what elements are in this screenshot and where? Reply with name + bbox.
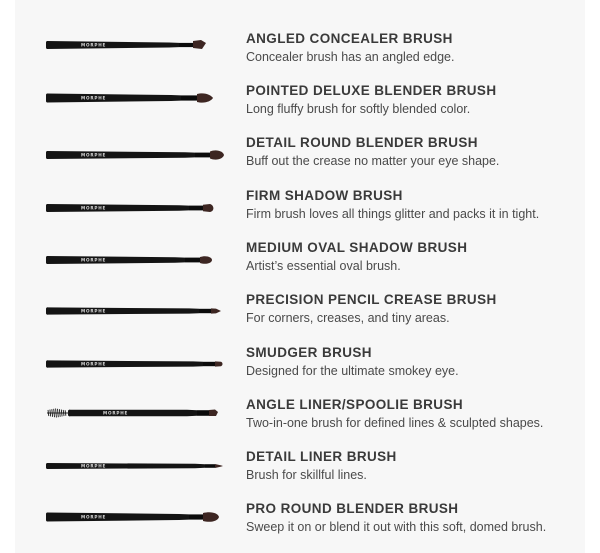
- brush-ferrule: [199, 309, 211, 313]
- brush-ferrule: [181, 95, 197, 100]
- brush-description: Artist’s essential oval brush.: [246, 259, 401, 273]
- brush-brand-label: MORPHE: [81, 95, 107, 101]
- brush-bristles: [215, 464, 223, 468]
- brush-end-cap: [46, 360, 49, 367]
- brush-brand-label: MORPHE: [81, 361, 107, 367]
- brush-brand-label: MORPHE: [81, 514, 107, 520]
- brush-description: Concealer brush has an angled edge.: [246, 50, 455, 64]
- brush-end-cap: [46, 151, 49, 159]
- brush-row: [15, 188, 585, 240]
- brush-title: FIRM SHADOW BRUSH: [246, 188, 403, 203]
- brush-bristles: [210, 150, 224, 159]
- brush-description: Long fluffy brush for softly blended color.: [246, 102, 471, 116]
- brush-description: Buff out the crease no matter your eye shape.: [246, 154, 500, 168]
- brush-bristles: [197, 93, 213, 102]
- brush-ferrule: [179, 43, 193, 47]
- spoolie-head: [47, 409, 69, 418]
- brush-bristles: [215, 361, 223, 366]
- brush-bristles: [209, 410, 218, 417]
- brush-ferrule: [195, 153, 210, 158]
- brush-set-panel: [15, 0, 585, 553]
- brush-ferrule: [197, 410, 209, 416]
- brush-handle: [47, 41, 179, 49]
- brush-end-cap: [46, 41, 49, 49]
- brush-handle: [47, 307, 199, 314]
- brush-title: ANGLED CONCEALER BRUSH: [246, 31, 453, 46]
- brush-row: [15, 397, 585, 449]
- brush-bristles: [211, 308, 221, 313]
- brush-handle: [47, 360, 203, 367]
- brush-title: ANGLE LINER/SPOOLIE BRUSH: [246, 397, 464, 412]
- brush-end-cap: [46, 513, 49, 522]
- brush-description: Brush for skillful lines.: [246, 468, 367, 482]
- brush-title: MEDIUM OVAL SHADOW BRUSH: [246, 240, 468, 255]
- angle-liner-spoolie-brush-icon: [45, 397, 225, 417]
- brush-title: DETAIL LINER BRUSH: [246, 449, 397, 464]
- brush-row: [15, 449, 585, 501]
- brush-bristles: [200, 256, 212, 264]
- brush-handle: [47, 463, 205, 469]
- brush-brand-label: MORPHE: [81, 42, 107, 48]
- brush-ferrule: [189, 514, 203, 519]
- brush-end-cap: [46, 204, 49, 212]
- smudger-brush-icon: [45, 345, 225, 365]
- brush-row: [15, 345, 585, 397]
- brush-description: Firm brush loves all things glitter and packs it in tight.: [246, 207, 540, 221]
- brush-end-cap: [46, 256, 49, 264]
- brush-title: DETAIL ROUND BLENDER BRUSH: [246, 135, 478, 150]
- brush-end-cap: [46, 94, 49, 103]
- brush-bristles: [203, 512, 219, 522]
- brush-ferrule: [203, 362, 215, 366]
- brush-row: [15, 31, 585, 83]
- pro-round-blender-brush-icon: [45, 501, 225, 521]
- brush-brand-label: MORPHE: [81, 308, 107, 314]
- brush-title: POINTED DELUXE BLENDER BRUSH: [246, 83, 497, 98]
- brush-title: PRO ROUND BLENDER BRUSH: [246, 501, 459, 516]
- brush-row: [15, 240, 585, 292]
- medium-oval-shadow-brush-icon: [45, 240, 225, 263]
- brush-handle: [69, 410, 197, 416]
- brush-row: [15, 501, 585, 553]
- precision-pencil-crease-brush-icon: [45, 292, 225, 312]
- brush-bristles: [203, 204, 213, 212]
- brush-bristles: [193, 40, 206, 49]
- brush-handle: [47, 204, 189, 212]
- brush-brand-label: MORPHE: [103, 410, 129, 416]
- brush-title: SMUDGER BRUSH: [246, 345, 372, 360]
- brush-description: Sweep it on or blend it out with this soft, domed brush.: [246, 520, 547, 534]
- brush-row: [15, 135, 585, 187]
- brush-ferrule: [205, 464, 215, 468]
- brush-description: Two-in-one brush for defined lines & sculpted shapes.: [246, 416, 544, 430]
- brush-ferrule: [189, 206, 203, 211]
- angled-concealer-brush-icon: [45, 31, 225, 51]
- brush-row: [15, 292, 585, 344]
- firm-shadow-brush-icon: [45, 188, 225, 211]
- brush-brand-label: MORPHE: [81, 152, 107, 158]
- brush-description: For corners, creases, and tiny areas.: [246, 311, 450, 325]
- brush-ferrule: [185, 258, 200, 263]
- brush-end-cap: [46, 463, 49, 469]
- brush-brand-label: MORPHE: [81, 463, 107, 469]
- detail-round-blender-brush-icon: [45, 135, 225, 158]
- brush-handle: [47, 94, 181, 103]
- brush-description: Designed for the ultimate smokey eye.: [246, 364, 459, 378]
- pointed-deluxe-blender-brush-icon: [45, 83, 225, 103]
- brush-brand-label: MORPHE: [81, 257, 107, 263]
- brush-row: [15, 83, 585, 135]
- brush-title: PRECISION PENCIL CREASE BRUSH: [246, 292, 497, 307]
- detail-liner-brush-icon: [45, 449, 225, 469]
- brush-brand-label: MORPHE: [81, 205, 107, 211]
- brush-end-cap: [46, 307, 49, 314]
- brush-handle: [47, 256, 185, 264]
- brush-handle: [47, 151, 195, 159]
- brush-handle: [47, 513, 189, 522]
